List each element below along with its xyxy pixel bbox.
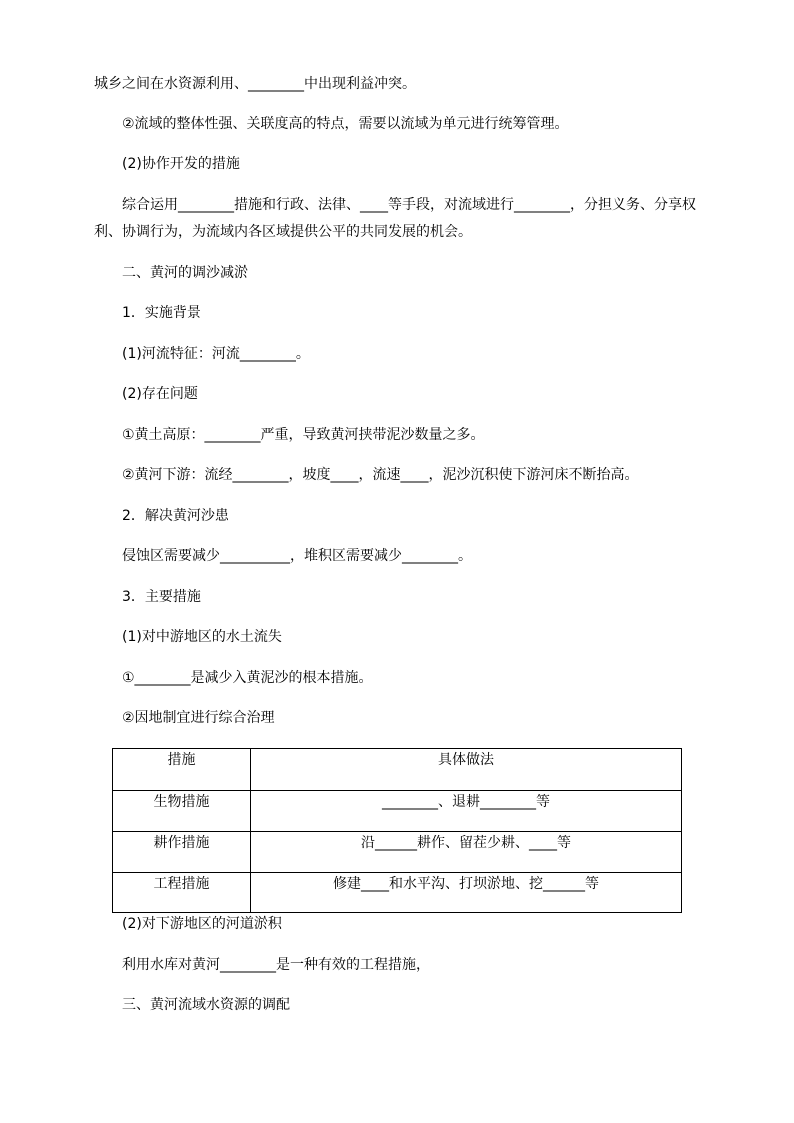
table-cell-measure: 生物措施 xyxy=(153,794,210,810)
text-line-16: ①________是减少入黄泥沙的根本措施。 xyxy=(122,670,373,686)
table-row xyxy=(113,791,681,832)
subheading-3: 3．主要措施 xyxy=(122,589,201,605)
text-line-9: (2)存在问题 xyxy=(122,386,198,402)
text-line-10: ①黄土高原：________严重，导致黄河挟带泥沙数量之多。 xyxy=(122,427,485,443)
text-line-2: ②流域的整体性强、关联度高的特点，需要以流域为单元进行统筹管理。 xyxy=(122,116,569,132)
table-row xyxy=(113,832,681,873)
text-line-1: 城乡之间在水资源利用、________中出现利益冲突。 xyxy=(94,76,416,92)
text-line-8: (1)河流特征：河流________。 xyxy=(122,346,310,362)
text-line-5: 利、协调行为，为流域内各区域提供公平的共同发展的机会。 xyxy=(94,224,472,240)
section-heading-3: 三、黄河流域水资源的调配 xyxy=(122,997,290,1013)
section-subheading-cooperation: (2)协作开发的措施 xyxy=(122,156,240,172)
subheading-1: 1．实施背景 xyxy=(122,305,201,321)
table-header-method: 具体做法 xyxy=(438,752,494,768)
table-cell-method: 修建____和水平沟、打坝淤地、挖______等 xyxy=(333,876,599,892)
table-header-measure: 措施 xyxy=(167,752,196,768)
text-line-15: (1)对中游地区的水土流失 xyxy=(122,629,282,645)
text-line-19: 利用水库对黄河________是一种有效的工程措施， xyxy=(122,957,430,973)
text-line-11: ②黄河下游：流经________，坡度____，流速____，泥沙沉积使下游河床不断抬高。 xyxy=(122,467,639,483)
text-line-13: 侵蚀区需要减少__________，堆积区需要减少________。 xyxy=(122,548,472,564)
measures-table xyxy=(112,748,682,913)
subheading-2: 2．解决黄河沙患 xyxy=(122,508,229,524)
table-cell-method: ________、退耕________等 xyxy=(382,794,550,810)
table-cell-measure: 工程措施 xyxy=(153,876,210,892)
table-cell-method: 沿______耕作、留茬少耕、____等 xyxy=(361,835,571,851)
section-heading-2: 二、黄河的调沙减淤 xyxy=(122,265,248,281)
table-cell-measure: 耕作措施 xyxy=(153,835,210,851)
text-line-18: (2)对下游地区的河道淤积 xyxy=(122,916,282,932)
text-line-17: ②因地制宜进行综合治理 xyxy=(122,710,275,726)
table-row xyxy=(113,873,681,914)
text-line-4: 综合运用________措施和行政、法律、____等手段，对流域进行________，分担义务、分享权 xyxy=(122,197,696,213)
table-header-row xyxy=(113,749,681,790)
